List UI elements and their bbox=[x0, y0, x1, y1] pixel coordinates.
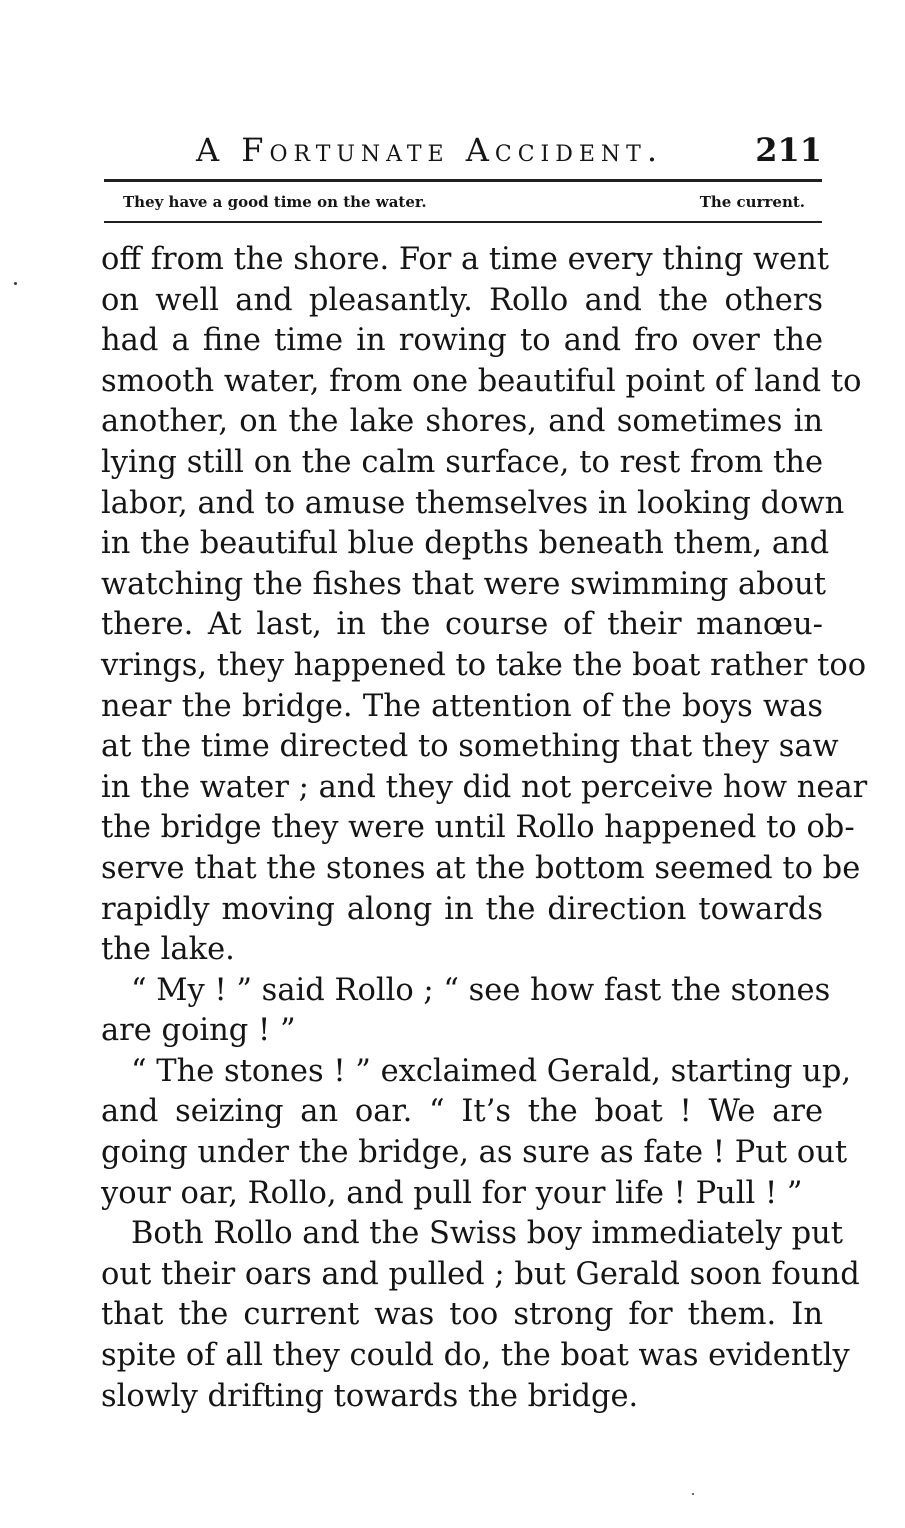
text-line: slowly drifting towards the bridge. bbox=[101, 1378, 639, 1414]
text-line: serve that the stones at the bottom seemed to be bbox=[101, 850, 861, 886]
text-line: off from the shore. For a time every thing went bbox=[101, 242, 829, 277]
text-line: “ The stones ! ” exclaimed Gerald, starting up, bbox=[131, 1053, 852, 1089]
paper-speck bbox=[14, 282, 17, 285]
bottom-rule bbox=[104, 221, 822, 223]
text-line: on well and pleasantly. Rollo and the others bbox=[101, 282, 823, 318]
subheadings bbox=[123, 190, 805, 214]
text-line: watching the fishes that were swimming about bbox=[101, 566, 827, 602]
left-subhead: They have a good time on the water. bbox=[123, 193, 427, 211]
text-line: there. At last, in the course of their manœu- bbox=[101, 607, 823, 643]
text-line: the bridge they were until Rollo happened to ob- bbox=[101, 810, 855, 846]
text-line: vrings, they happened to take the boat rather too bbox=[101, 647, 867, 683]
text-line: the lake. bbox=[101, 932, 235, 968]
running-head bbox=[196, 128, 822, 172]
text-line: smooth water, from one beautiful point of land to bbox=[101, 363, 862, 399]
text-line: had a fine time in rowing to and fro over the bbox=[101, 323, 823, 359]
text-line: lying still on the calm surface, to rest from the bbox=[101, 444, 823, 480]
paper-speck bbox=[692, 1493, 694, 1495]
top-rule bbox=[104, 179, 822, 182]
text-line: near the bridge. The attention of the boys was bbox=[101, 688, 823, 724]
text-line: rapidly moving along in the direction towards bbox=[101, 891, 823, 927]
text-line: your oar, Rollo, and pull for your life ! Pull ! ” bbox=[101, 1175, 803, 1211]
text-line: in the water ; and they did not perceive how near bbox=[101, 769, 868, 805]
text-line: Both Rollo and the Swiss boy immediately put bbox=[131, 1216, 844, 1252]
text-line: going under the bridge, as sure as fate ! Put out bbox=[101, 1135, 848, 1171]
text-line: spite of all they could do, the boat was evidently bbox=[101, 1338, 850, 1374]
text-line: that the current was too strong for them. In bbox=[101, 1297, 823, 1333]
text-line: out their oars and pulled ; but Gerald soon found bbox=[101, 1256, 860, 1292]
text-line: “ My ! ” said Rollo ; “ see how fast the stones bbox=[131, 972, 831, 1008]
right-subhead: The current. bbox=[699, 193, 805, 211]
text-line: are going ! ” bbox=[101, 1013, 296, 1049]
text-line: labor, and to amuse themselves in looking down bbox=[101, 485, 845, 521]
text-line: another, on the lake shores, and sometimes in bbox=[101, 404, 823, 440]
text-line: in the beautiful blue depths beneath them, and bbox=[101, 526, 830, 562]
chapter-title: A Fortunate Accident. bbox=[196, 131, 664, 169]
text-line: at the time directed to something that they saw bbox=[101, 729, 839, 765]
text-line: and seizing an oar. “ It’s the boat ! We are bbox=[101, 1094, 823, 1130]
page-number: 211 bbox=[755, 131, 822, 169]
body-text bbox=[101, 240, 868, 1417]
